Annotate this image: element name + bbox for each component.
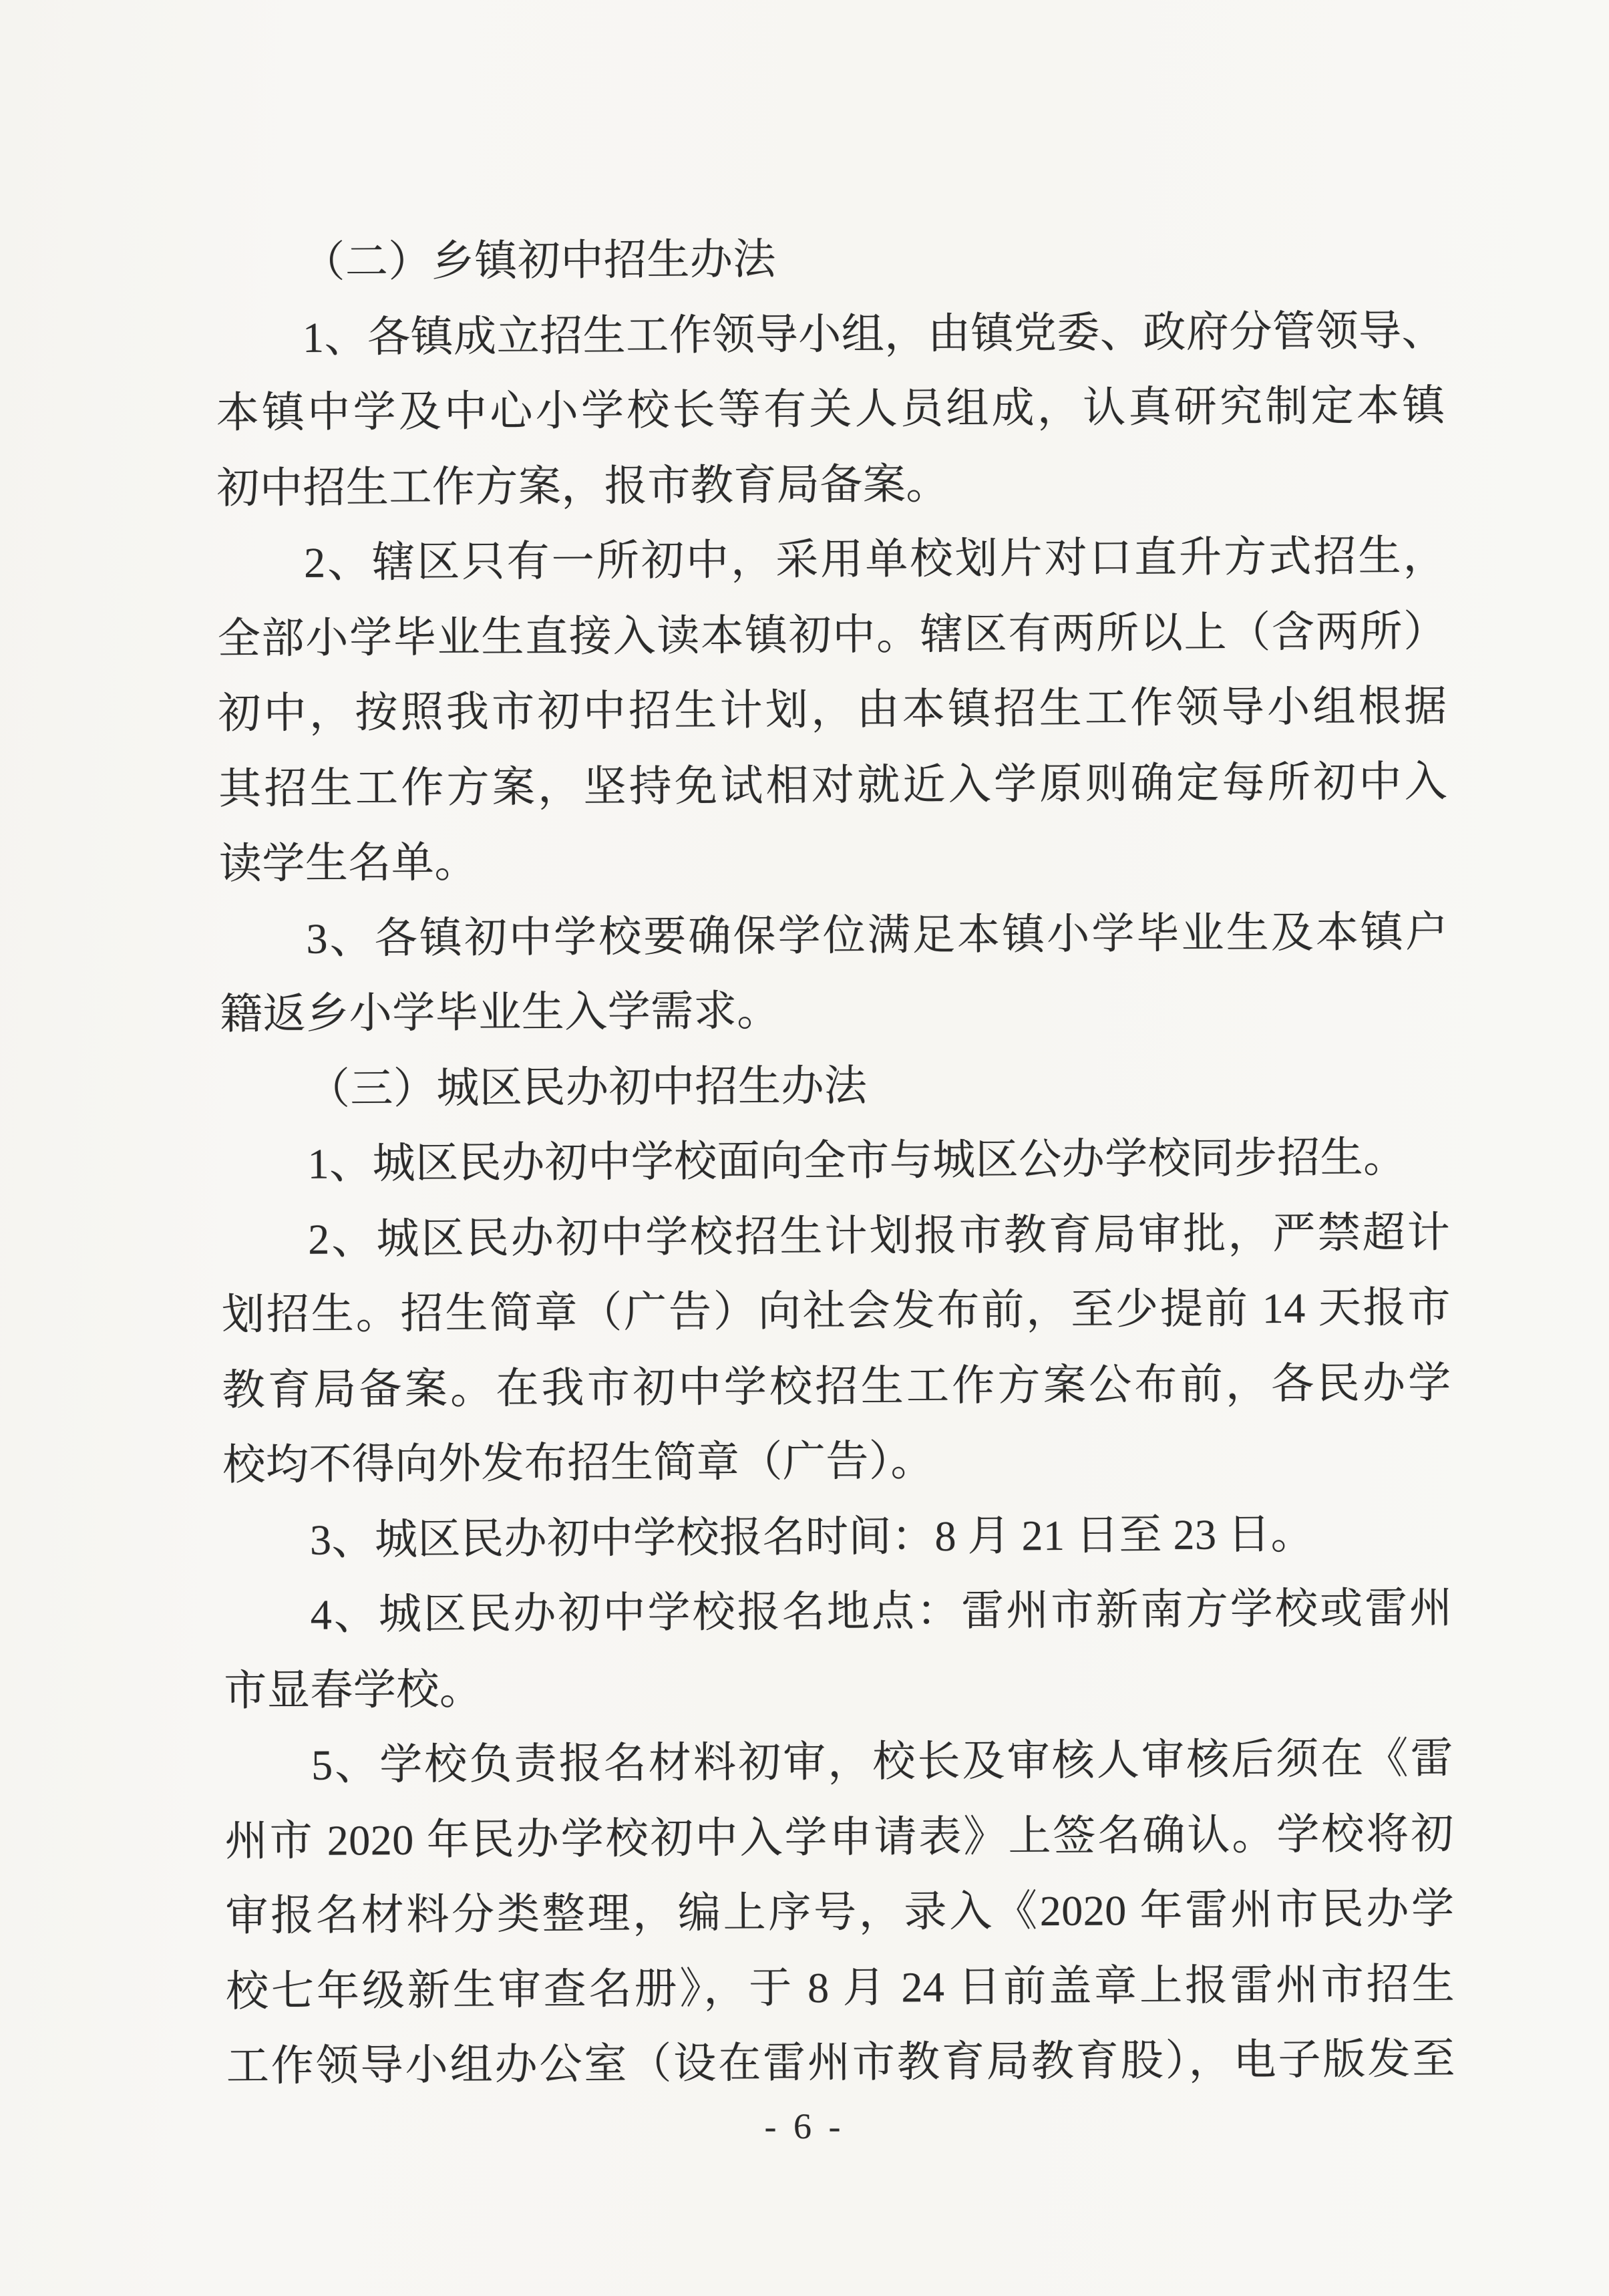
text-line: 工作领导小组办公室（设在雷州市教育局教育股），电子版发至	[226, 2035, 1456, 2090]
text-line: 读学生名单。	[218, 838, 478, 888]
text-line: 2、城区民办初中学校招生计划报市教育局审批，严禁超计	[308, 1208, 1451, 1263]
text-line: 其招生工作方案，坚持免试相对就近入学原则确定每所初中入	[218, 757, 1448, 813]
text-line: 3、城区民办初中学校报名时间：8 月 21 日至 23 日。	[309, 1510, 1314, 1564]
text-line: 划招生。招生简章（广告）向社会发布前，至少提前 14 天报市	[221, 1283, 1451, 1339]
text-line: 初中，按照我市初中招生计划，由本镇招生工作领导小组根据	[218, 682, 1447, 737]
text-line: 2、辖区只有一所初中，采用单校划片对口直升方式招生，	[303, 532, 1447, 587]
text-line: 初中招生工作方案，报市教育局备案。	[216, 460, 950, 512]
document-text-block	[215, 218, 1455, 2104]
text-line: 教育局备案。在我市初中学校招生工作方案公布前，各民办学	[222, 1358, 1451, 1414]
text-line: 审报名材料分类整理，编上序号，录入《2020 年雷州市民办学	[225, 1884, 1455, 1940]
text-line: 1、各镇成立招生工作领导小组，由镇党委、政府分管领导、	[302, 306, 1445, 361]
text-line: 市显春学校。	[224, 1665, 483, 1715]
text-line: 籍返乡小学毕业生入学需求。	[220, 987, 780, 1038]
text-line: 校均不得向外发布招生简章（广告）。	[222, 1437, 934, 1489]
text-line: 州市 2020 年民办学校初中入学申请表》上签名确认。学校将初	[224, 1809, 1454, 1865]
text-line: 校七年级新生审查名册》，于 8 月 24 日前盖章上报雷州市招生	[225, 1959, 1455, 2015]
section-heading: （三）城区民办初中招生办法	[307, 1061, 868, 1113]
page-number: - 6 -	[764, 2106, 845, 2146]
text-line: 3、各镇初中学校要确保学位满足本镇小学毕业生及本镇户	[306, 907, 1449, 963]
text-line: 4、城区民办初中学校报名地点：雷州市新南方学校或雷州	[310, 1584, 1453, 1639]
text-line: 本镇中学及中心小学校长等有关人员组成，认真研究制定本镇	[216, 381, 1445, 437]
section-heading: （二）乡镇初中招生办法	[302, 235, 777, 286]
text-line: 5、学校负责报名材料初审，校长及审核人审核后须在《雷	[311, 1734, 1454, 1789]
text-line: 全部小学毕业生直接入读本镇初中。辖区有两所以上（含两所）	[217, 607, 1447, 663]
text-line: 1、城区民办初中学校面向全市与城区公办学校同步招生。	[307, 1133, 1407, 1188]
